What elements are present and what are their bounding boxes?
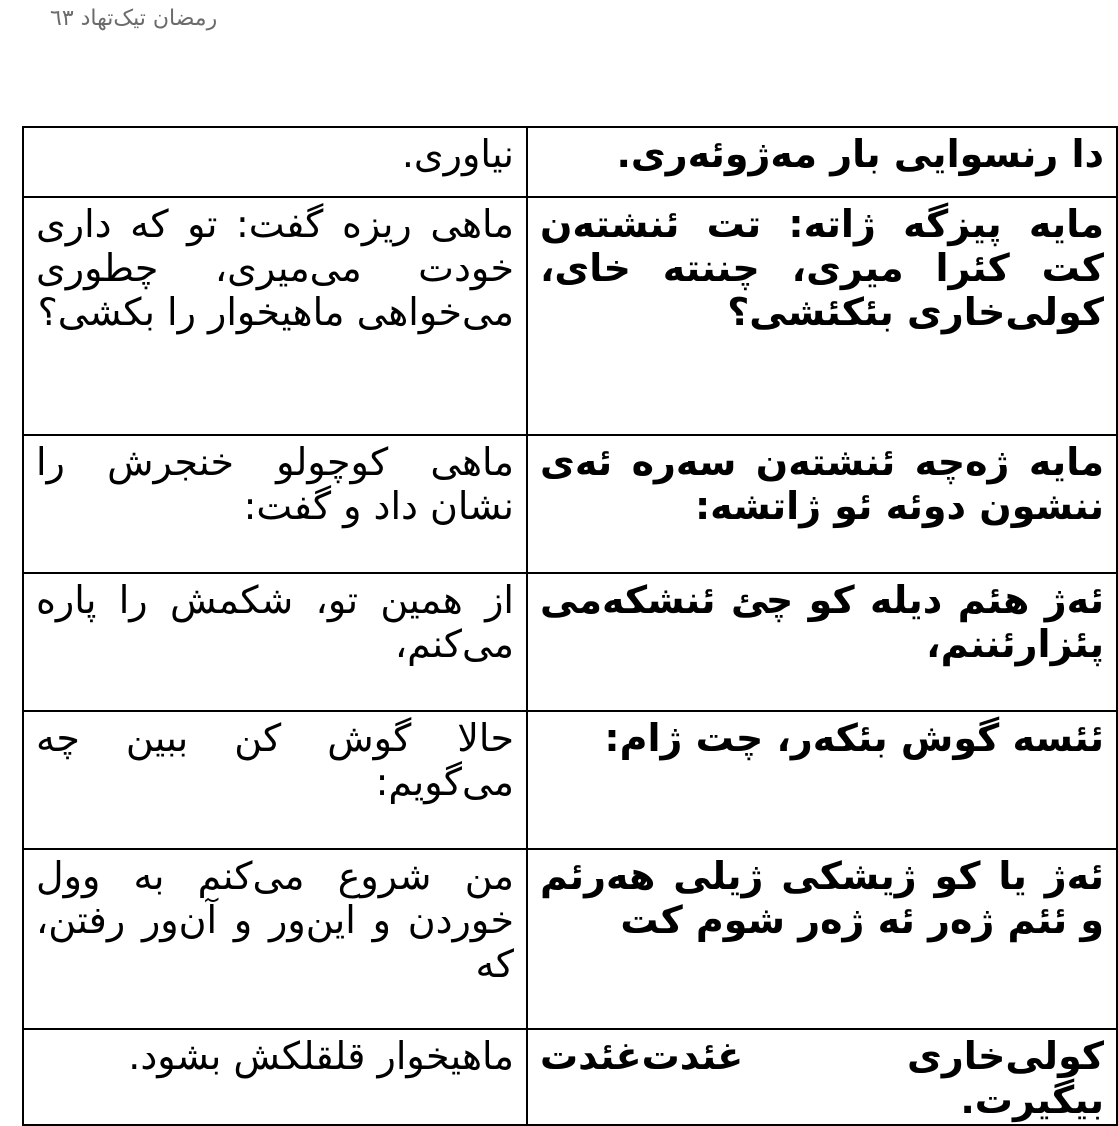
- kurdish-cell: ئەژ یا کو ژیشکی ژیلی هەرئم و ئئم ژەر ئە ژەر شوم کت: [527, 849, 1117, 1029]
- table-row: [23, 127, 1117, 197]
- table-row: [23, 573, 1117, 711]
- table-row: [23, 197, 1117, 435]
- bilingual-text-table: [22, 126, 1118, 1126]
- table-row: [23, 849, 1117, 1029]
- persian-cell: حالا گوش کن ببین چه می‌گویم:: [23, 711, 527, 849]
- kurdish-cell: ئئسە گوش بئکەر، چت ژام:: [527, 711, 1117, 849]
- kurdish-cell: مایە پیزگە ژاتە: تت ئنشتەن کت کئرا میری، چننتە خای، کولی‌خاری بئکئشی؟: [527, 197, 1117, 435]
- persian-cell: نیاوری.: [23, 127, 527, 197]
- kurdish-cell: ئەژ هئم دیلە کو چئ ئنشکەمی پئزارئننم،: [527, 573, 1117, 711]
- persian-cell: ماهیخوار قلقلکش بشود.: [23, 1029, 527, 1125]
- kurdish-cell: دا رنسوایی بار مەژوئەری.: [527, 127, 1117, 197]
- kurdish-cell: کولی‌خاری غئدت‌غئدت بیگیرت.: [527, 1029, 1117, 1125]
- kurdish-cell: مایە ژەچە ئنشتەن سەرە ئەی ننشون دوئە ئو ژاتشە:: [527, 435, 1117, 573]
- persian-cell: ماهی کوچولو خنجرش را نشان داد و گفت:: [23, 435, 527, 573]
- persian-cell: ماهی ریزه گفت: تو که داری خودت می‌میری، چطوری می‌خواهی ماهیخوار را بکشی؟: [23, 197, 527, 435]
- table-row: [23, 1029, 1117, 1125]
- table-row: [23, 435, 1117, 573]
- page-header: رمضان تیک‌تهاد ٦٣: [50, 6, 218, 31]
- table-row: [23, 711, 1117, 849]
- persian-cell: از همین تو، شکمش را پاره می‌کنم،: [23, 573, 527, 711]
- persian-cell: من شروع می‌کنم به وول خوردن و این‌ور و آن‌ور رفتن، که: [23, 849, 527, 1029]
